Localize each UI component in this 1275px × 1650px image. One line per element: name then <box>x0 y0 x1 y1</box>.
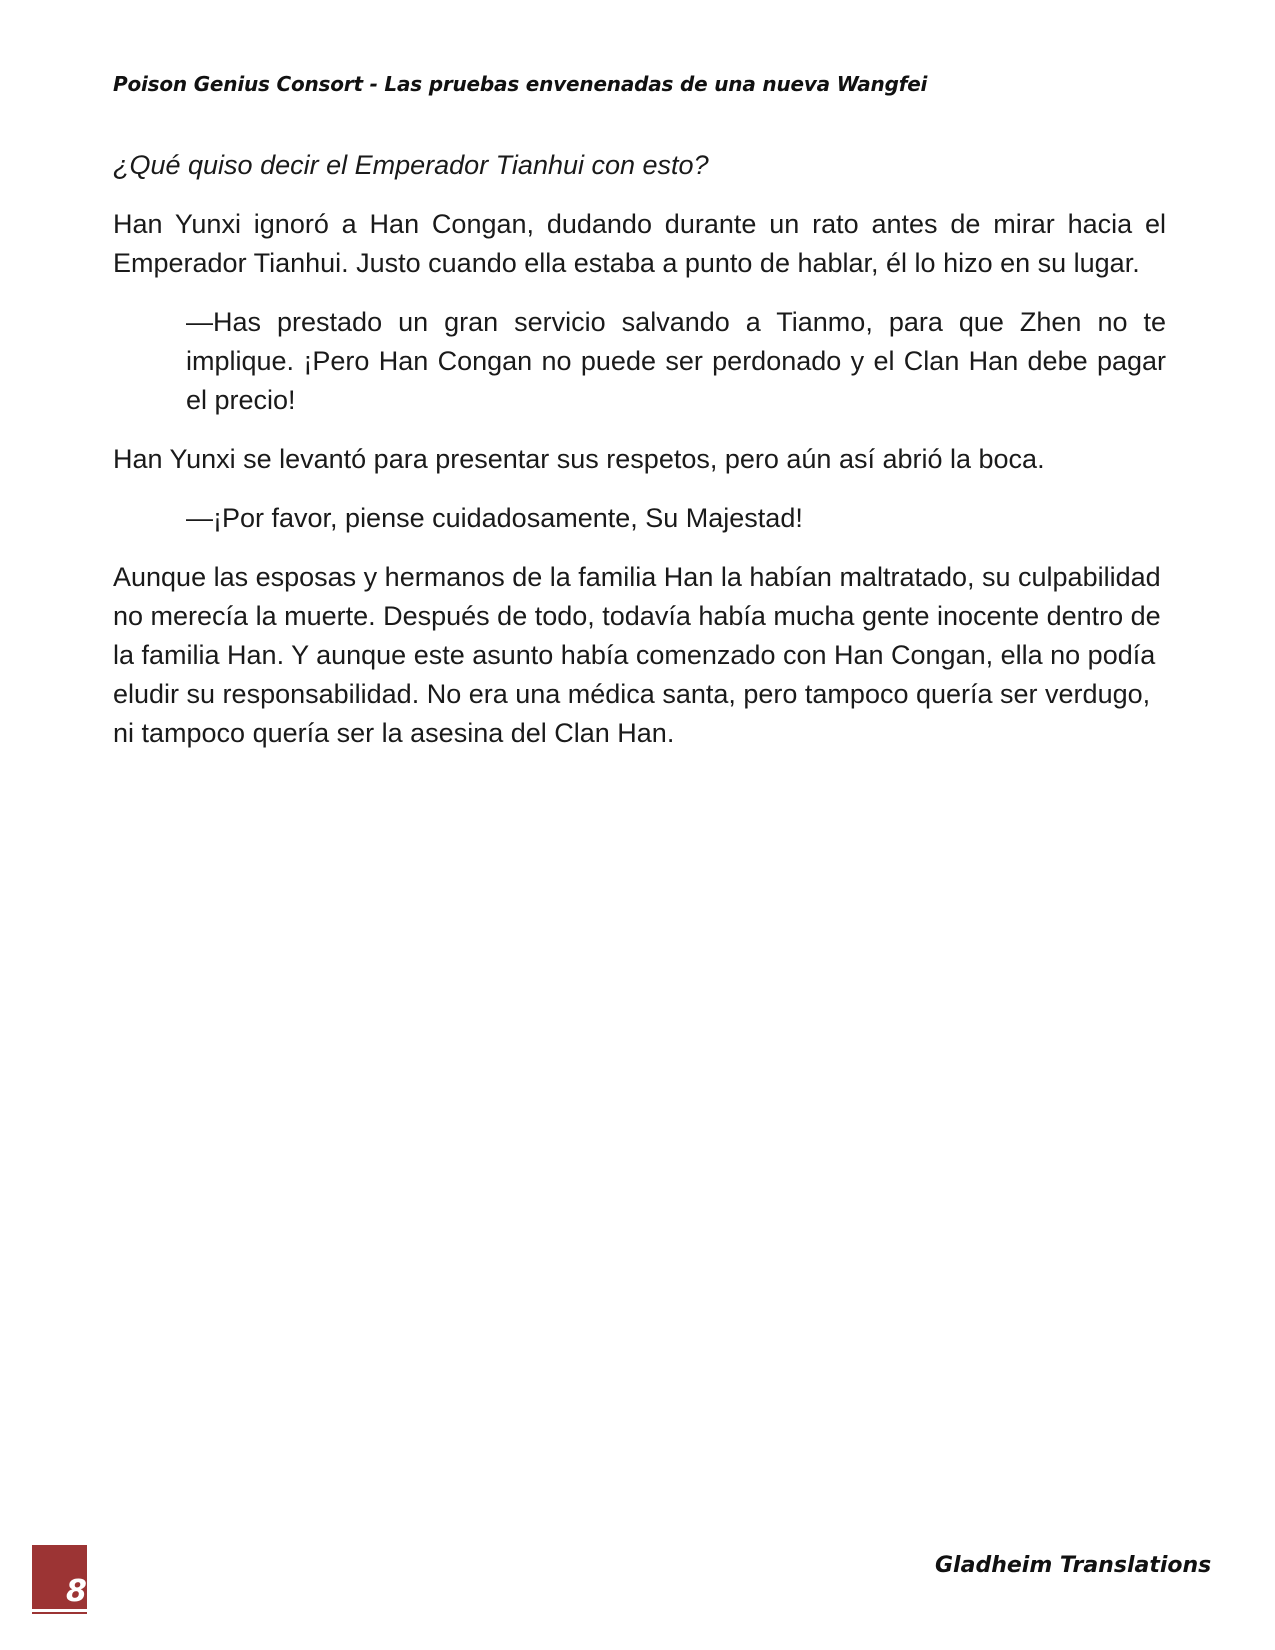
page-body <box>113 146 1166 773</box>
paragraph-narration: Han Yunxi ignoró a Han Congan, dudando durante un rato antes de mirar hacia el Emperador Tianhui. Justo cuando ella estaba a punto de hablar, él lo hizo en su lugar. <box>113 209 1166 278</box>
page-number: 8 <box>66 1574 87 1609</box>
paragraph-thought: ¿Qué quiso decir el Emperador Tianhui con esto? <box>113 150 709 180</box>
page-number-underline <box>32 1612 87 1614</box>
footer-credit: Gladheim Translations <box>935 1553 1212 1578</box>
paragraph-narration: Han Yunxi se levantó para presentar sus respetos, pero aún así abrió la boca. <box>113 444 1045 474</box>
paragraph-narration: Aunque las esposas y hermanos de la familia Han la habían maltratado, su culpabilidad no merecía la muerte. Después de todo, todavía había mucha gente inocente dentro de la familia Han. Y aunque este asunto había comenzado con Han Congan, ella no podía eludir su responsabilidad. No era una médica santa, pero tampoco quería ser verdugo, ni tampoco quería ser la asesina del Clan Han. <box>113 562 1161 748</box>
page-header-title: Poison Genius Consort - Las pruebas envenenadas de una nueva Wangfei <box>113 72 928 96</box>
paragraph-dialogue: —¡Por favor, piense cuidadosamente, Su Majestad! <box>186 503 803 533</box>
paragraph-dialogue: —Has prestado un gran servicio salvando a Tianmo, para que Zhen no te implique. ¡Pero Han Congan no puede ser perdonado y el Clan Han debe pagar el precio! <box>186 307 1166 415</box>
